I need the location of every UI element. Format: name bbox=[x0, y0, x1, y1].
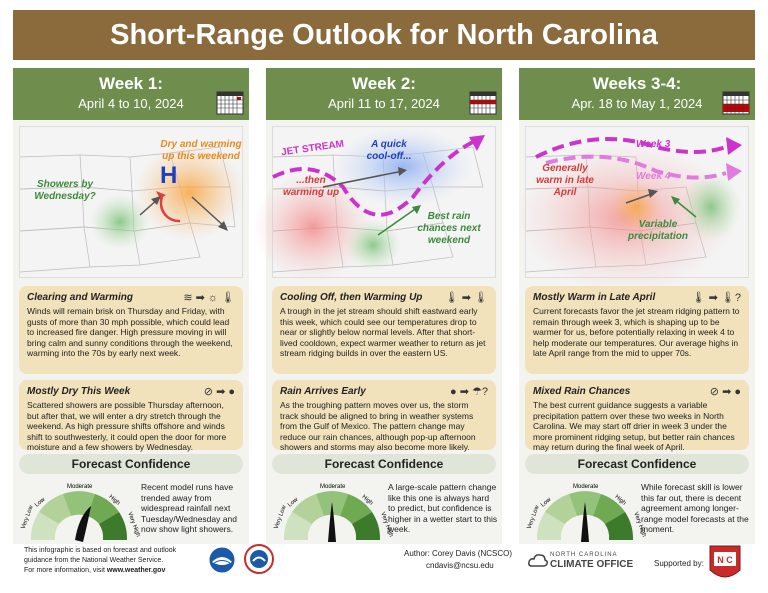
office-bottom-text: CLIMATE OFFICE bbox=[550, 559, 634, 570]
nws-logo-icon bbox=[244, 544, 274, 574]
box-text: Winds will remain brisk on Thursday and Friday, with gusts of more than 30 mph possible, which could lead to increased fire danger. High pressure moving in will bring calm and sunny conditions through the weekend, warming into the 70s by early next week. bbox=[27, 306, 233, 359]
forecast-confidence-heading: Forecast Confidence bbox=[272, 454, 496, 474]
gauge-label-very-low: Very Low bbox=[20, 504, 35, 530]
box-text: The best current guidance suggests a variable precipitation pattern over these two weeks in North Carolina. We may start off drier in week 3 under the more prominent ridging setup, but better rain chances may return during the final week of April. bbox=[533, 400, 735, 453]
confidence-text: Recent model runs have trended away from widespread rainfall next Tuesday/Wednesday and now show light showers. bbox=[141, 482, 237, 535]
page-title: Short-Range Outlook for North Carolina bbox=[13, 10, 755, 60]
map-label-jet-stream: JET STREAM bbox=[280, 138, 345, 159]
map-label-variable-precipitation: Variable precipitation bbox=[627, 219, 688, 242]
calendar-icon bbox=[470, 92, 496, 114]
gauge-label-moderate: Moderate bbox=[67, 484, 93, 490]
thermometer-icon: 🌡 ➡ 🌡 bbox=[444, 292, 488, 304]
week-1-column bbox=[13, 68, 249, 544]
weeks-3-4-column bbox=[519, 68, 755, 544]
noaa-logo-icon bbox=[208, 546, 236, 574]
map-label-dry-warming: Dry and warming up this weekend bbox=[160, 139, 242, 162]
box-title: Mixed Rain Chances bbox=[533, 386, 631, 397]
supported-by-label: Supported by: bbox=[654, 559, 704, 568]
author-email[interactable]: cndavis@ncsu.edu bbox=[426, 561, 494, 570]
map-label-best-rain: Best rain chances next weekend bbox=[417, 211, 481, 246]
box-title: Rain Arrives Early bbox=[280, 386, 366, 397]
weeks-3-4-dates: Apr. 18 to May 1, 2024 bbox=[571, 96, 703, 111]
author-name: Author: Corey Davis (NCSCO) bbox=[404, 549, 513, 558]
weeks-3-4-header bbox=[519, 68, 755, 120]
map-label-week-4: Week 4 bbox=[636, 171, 671, 182]
week-2-temperature-box bbox=[272, 286, 496, 374]
footer-line-2: For more information, visit www.weather.gov bbox=[24, 567, 166, 574]
map-label-generally-warm: Generally warm in late April bbox=[536, 163, 594, 198]
week-1-header bbox=[13, 68, 249, 120]
box-text: As the troughing pattern moves over us, the storm track should be aligned to bring in weather systems from the Gulf of Mexico. The pattern change may reduce our rain chances, although pop-up afternoon showers and storms may also become more likely. bbox=[280, 400, 476, 453]
weeks-3-4-precipitation-box bbox=[525, 380, 749, 453]
week-2-column bbox=[266, 68, 502, 544]
rain-to-storm-icon: ● ➡ ☂? bbox=[450, 386, 488, 398]
nc-forest-service-logo-icon bbox=[708, 544, 742, 584]
high-pressure-label: H bbox=[160, 162, 178, 189]
map-label-cool-off: A quick cool-off... bbox=[366, 139, 412, 162]
gauge-label-low: Low bbox=[34, 496, 47, 509]
confidence-gauge bbox=[19, 476, 139, 546]
calendar-icon bbox=[217, 92, 243, 114]
weeks-3-4-map bbox=[525, 126, 749, 278]
map-label-week-3: Week 3 bbox=[636, 139, 671, 150]
cloud-icon bbox=[528, 552, 548, 568]
box-title: Cooling Off, then Warming Up bbox=[280, 292, 423, 303]
gauge-label-very-high: Very High bbox=[632, 511, 647, 538]
confidence-gauge bbox=[272, 476, 392, 546]
gauge-label-very-high: Very High bbox=[379, 511, 394, 538]
office-top-text: NORTH CAROLINA bbox=[550, 552, 618, 558]
week-2-map bbox=[272, 126, 496, 278]
week-1-name: Week 1: bbox=[99, 74, 163, 93]
gauge-label-low: Low bbox=[287, 496, 300, 509]
dry-to-rain-icon: ⊘ ➡ ● bbox=[709, 386, 741, 398]
gauge-label-very-low: Very Low bbox=[526, 504, 541, 530]
week-2-name: Week 2: bbox=[352, 74, 416, 93]
week-1-map bbox=[19, 126, 243, 278]
weeks-3-4-name: Weeks 3-4: bbox=[592, 74, 682, 93]
calendar-icon bbox=[723, 92, 749, 114]
box-text: A trough in the jet stream should shift eastward early this week, which could see our temperatures drop to near or slightly below normal levels. After that short-lived cooldown, expect warmer weather to return as jet stream ridging builds in over the eastern US. bbox=[280, 306, 486, 359]
week-2-header bbox=[266, 68, 502, 120]
week-1-temperature-box bbox=[19, 286, 243, 374]
author-info bbox=[404, 548, 512, 572]
confidence-text: A large-scale pattern change like this one is always hard to predict, but confidence is higher in a wetter start to this week. bbox=[388, 482, 498, 535]
gauge-label-low: Low bbox=[540, 496, 553, 509]
gauge-label-very-high: Very High bbox=[126, 511, 141, 538]
forecast-confidence-heading: Forecast Confidence bbox=[19, 454, 243, 474]
confidence-gauge bbox=[525, 476, 645, 546]
box-text: Current forecasts favor the jet stream ridging pattern to remain through week 3, which is shaping up to be warmer for us, before potentially relaxing in week 4 to help moderate our temperatures. Our average highs in late April range from the mid to upper 70s. bbox=[533, 306, 740, 359]
gauge-label-high: High bbox=[107, 494, 121, 507]
box-title: Mostly Dry This Week bbox=[27, 386, 131, 397]
week-1-dates: April 4 to 10, 2024 bbox=[78, 96, 184, 111]
box-text: Scattered showers are possible Thursday afternoon, but after that, we will enter a dry stretch through the weekend. As high pressure shifts offshore and winds shift to southwesterly, it could open the door for more moisture and a few showers by Wednesday. bbox=[27, 400, 227, 453]
box-title: Clearing and Warming bbox=[27, 292, 133, 303]
gauge-label-very-low: Very Low bbox=[273, 504, 288, 530]
dry-to-rain-icon: ⊘ ➡ ● bbox=[203, 386, 235, 398]
gauge-label-moderate: Moderate bbox=[320, 484, 346, 490]
map-label-warming-up: ...then warming up bbox=[282, 175, 340, 198]
gauge-label-moderate: Moderate bbox=[573, 484, 599, 490]
wind-to-sun-thermometer-icon: ≋ ➡ ☼ 🌡 bbox=[183, 292, 235, 304]
thermometer-icon: 🌡 ➡ 🌡? bbox=[691, 292, 741, 304]
map-label-showers: Showers by Wednesday? bbox=[34, 179, 96, 202]
week-1-precipitation-box bbox=[19, 380, 243, 453]
weather-gov-link[interactable]: www.weather.gov bbox=[106, 567, 166, 574]
confidence-text: While forecast skill is lower this far out, there is decent agreement among longer-range model forecasts at the moment. bbox=[641, 482, 749, 535]
weeks-3-4-temperature-box bbox=[525, 286, 749, 374]
forecast-confidence-heading: Forecast Confidence bbox=[525, 454, 749, 474]
gauge-label-high: High bbox=[613, 494, 627, 507]
gauge-label-high: High bbox=[360, 494, 374, 507]
footer-disclaimer bbox=[24, 546, 204, 576]
week-2-dates: April 11 to 17, 2024 bbox=[328, 96, 440, 111]
box-title: Mostly Warm in Late April bbox=[533, 292, 656, 303]
footer-line-1: This infographic is based on forecast and outlook guidance from the National Weather Service. bbox=[24, 547, 177, 564]
week-2-precipitation-box bbox=[272, 380, 496, 453]
nfs-logo-text: N C bbox=[717, 555, 733, 565]
